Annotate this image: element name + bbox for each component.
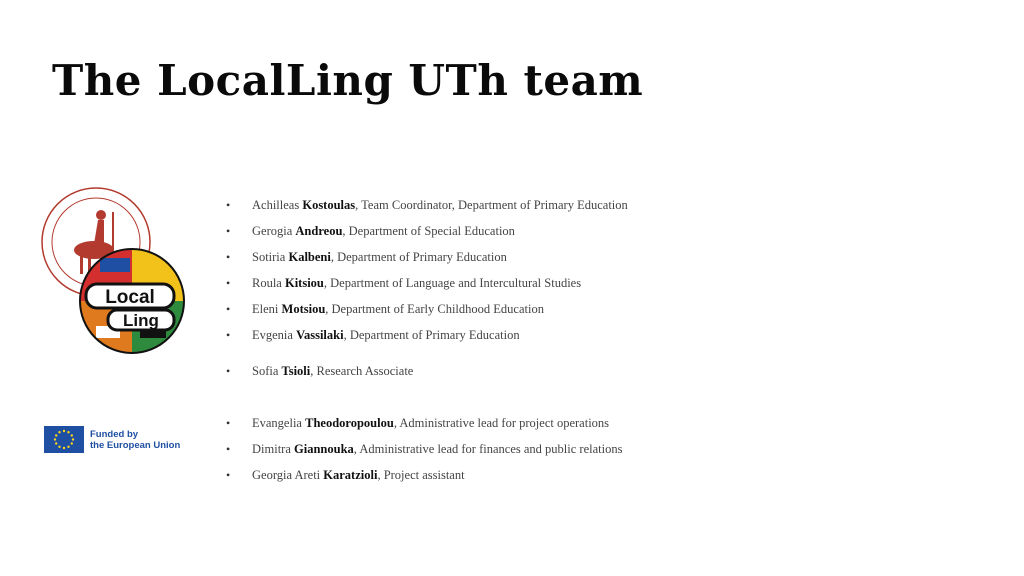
member-first-name: Sotiria [252,250,286,264]
team-list-administration [226,415,622,493]
team-member-item [226,249,628,275]
team-member-item [226,363,413,389]
member-role: , Administrative lead for finances and public relations [353,442,623,456]
member-first-name: Georgia Areti [252,468,321,482]
member-surname: Vassilaki [296,328,344,342]
member-first-name: Sofia [252,364,279,378]
team-member-item [226,327,628,353]
member-surname: Karatzioli [323,468,378,482]
member-surname: Kostoulas [302,198,356,212]
team-member-item [226,197,628,223]
team-list-associates [226,363,413,389]
member-surname: Tsioli [281,364,311,378]
logo-group [40,186,190,366]
member-role: , Department of Primary Education [330,250,507,264]
member-surname: Andreou [295,224,343,238]
member-role: , Team Coordinator, Department of Primary Education [355,198,628,212]
member-first-name: Evgenia [252,328,293,342]
localling-logo-icon [80,249,184,353]
team-member-item [226,301,628,327]
svg-text:Ling: Ling [123,311,159,330]
slide-title: The LocalLing UTh team [52,56,644,105]
member-first-name: Achilleas [252,198,300,212]
svg-text:Local: Local [105,287,155,308]
member-first-name: Gerogia [252,224,293,238]
member-first-name: Evangelia [252,416,302,430]
member-role: , Research Associate [310,364,414,378]
member-role: , Department of Special Education [342,224,515,238]
university-seal-icon [40,186,190,366]
member-role: , Administrative lead for project operations [393,416,610,430]
team-member-item [226,415,622,441]
member-first-name: Dimitra [252,442,291,456]
eu-funding-badge [44,426,180,453]
team-member-item [226,441,622,467]
member-role: , Department of Early Childhood Education [325,302,544,316]
eu-flag-icon [44,426,84,453]
member-role: , Project assistant [377,468,465,482]
team-member-item [226,467,622,493]
member-first-name: Roula [252,276,282,290]
member-first-name: Eleni [252,302,279,316]
member-surname: Kitsiou [284,276,324,290]
team-member-item [226,223,628,249]
member-surname: Theodoropoulou [305,416,394,430]
member-surname: Kalbeni [288,250,331,264]
team-list-main [226,197,628,353]
team-member-item [226,275,628,301]
member-role: , Department of Primary Education [343,328,520,342]
member-role: , Department of Language and Intercultural Studies [323,276,582,290]
member-surname: Motsiou [281,302,326,316]
eu-funding-text: Funded by the European Union [90,428,181,451]
member-surname: Giannouka [294,442,354,456]
